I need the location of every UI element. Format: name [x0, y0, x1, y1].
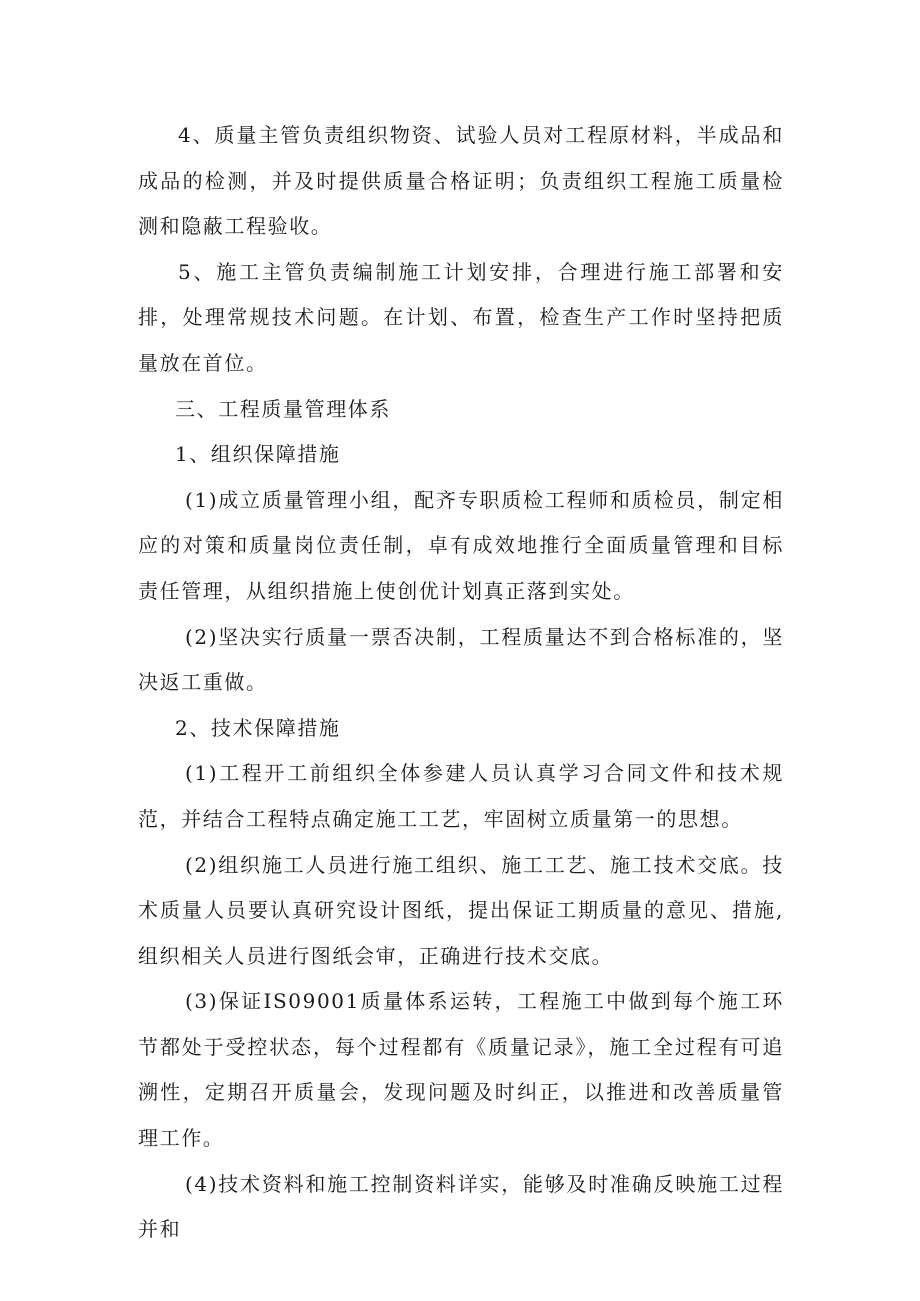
paragraph-tech-measure-2: (2)组织施工人员进行施工组织、施工工艺、施工技术交底。技术质量人员要认真研究设计图纸，提出保证工期质量的意见、措施,组织相关人员进行图纸会审，正确进行技术交底。	[138, 852, 784, 968]
subheading-organizational-measures: 1、组织保障措施	[175, 442, 341, 467]
paragraph-construction-supervisor: 5、施工主管负责编制施工计划安排，合理进行施工部署和安排，处理常规技术问题。在计划、布置，检查生产工作时坚持把质量放在首位。	[138, 259, 784, 375]
paragraph-org-measure-2: (2)坚决实行质量一票否决制，工程质量达不到合格标准的，坚决返工重做。	[138, 624, 784, 695]
subheading-technical-measures: 2、技术保障措施	[175, 715, 341, 740]
paragraph-quality-supervisor: 4、质量主管负责组织物资、试验人员对工程原材料，半成品和成品的检测，并及时提供质量合格证明；负责组织工程施工质量检测和隐蔽工程验收。	[138, 123, 784, 239]
section-heading-quality-system: 三、工程质量管理体系	[175, 396, 391, 421]
paragraph-tech-measure-3: (3)保证IS09001质量体系运转，工程施工中做到每个施工环节都处于受控状态，每个过程都有《质量记录》，施工全过程有可追溯性，定期召开质量会，发现问题及时纠正，以推进和改善质量管理工作。	[138, 989, 784, 1151]
paragraph-tech-measure-4: (4)技术资料和施工控制资料详实，能够及时准确反映施工过程并和	[138, 1171, 784, 1242]
paragraph-tech-measure-1: (1)工程开工前组织全体参建人员认真学习合同文件和技术规范，并结合工程特点确定施工工艺，牢固树立质量第一的思想。	[138, 761, 784, 831]
paragraph-org-measure-1: (1)成立质量管理小组，配齐专职质检工程师和质检员，制定相应的对策和质量岗位责任制，卓有成效地推行全面质量管理和目标责任管理，从组织措施上使创优计划真正落到实处。	[138, 487, 784, 603]
document-page	[138, 113, 784, 1253]
